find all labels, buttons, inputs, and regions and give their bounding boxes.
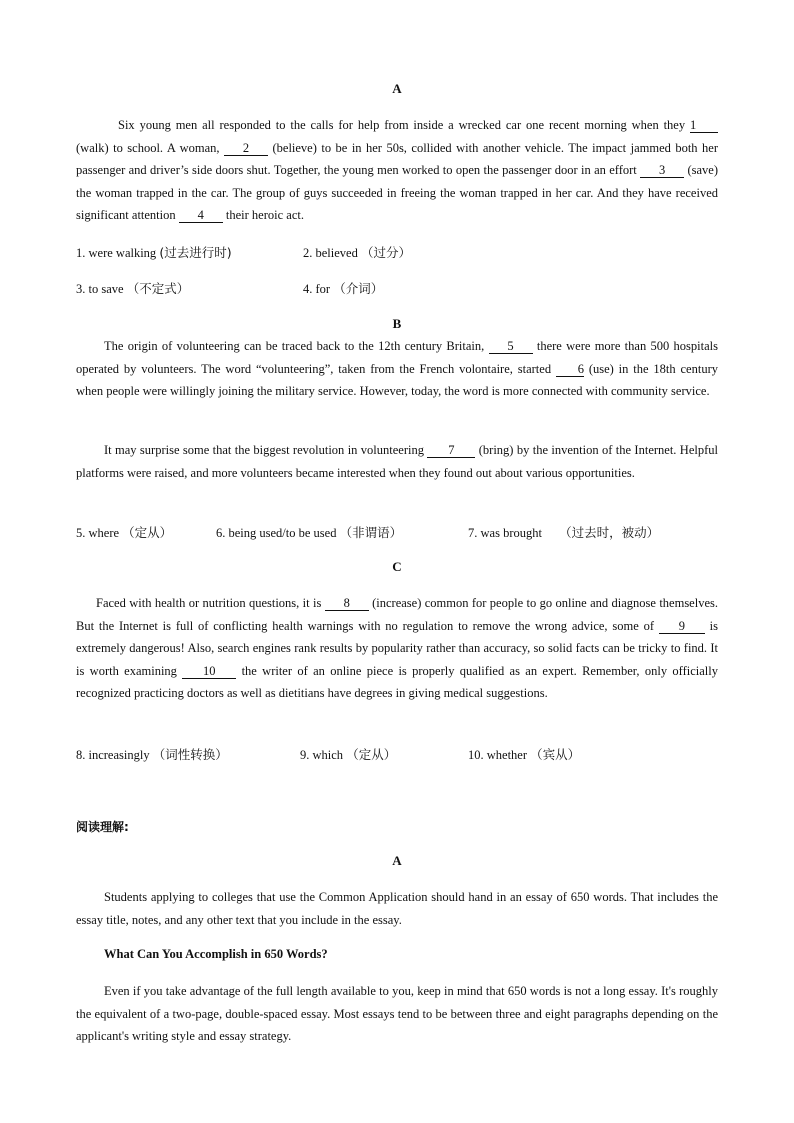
section-b-heading: B [392, 316, 402, 331]
passage-text: is extremely dangerous! Also, search engines rank results by popularity rather than accuracy, so solid facts can be tricky to find. It is worth examining [76, 618, 718, 678]
answer-5: 5. where （定从） [76, 525, 173, 540]
answer-3: 3. to save （不定式） [76, 281, 190, 296]
reading-a-heading: A [392, 853, 402, 868]
blank-1: 1 [690, 118, 718, 133]
passage-text: It may surprise some that the biggest revolution in volunteering [104, 443, 428, 457]
answer-8: 8. increasingly （词性转换） [76, 747, 228, 762]
answer-7: 7. was brought （过去时，被动） [468, 525, 660, 540]
section-a-heading: A [392, 81, 402, 96]
passage-text: (believe) to be in her 50s, collided with another vehicle. The impact jammed both her passenger and driver’s side doors shut. Together, the young men worked to open the passenger door in an effort [76, 140, 718, 178]
passage-text: (save) the woman trapped in the car. The group of guys succeeded in freeing the woman trapped in her car. And they have received significant attention [76, 163, 718, 223]
blank-6: 6 [556, 362, 584, 377]
answer-10: 10. whether （宾从） [468, 747, 581, 762]
answer-9: 9. which （定从） [300, 747, 397, 762]
answer-1: 1. were walking (过去进行时) [76, 245, 232, 260]
blank-10: 10 [182, 664, 236, 679]
passage-text: Students applying to colleges that use the Common Application should hand in an essay of 650 words. That includes the essay title, notes, and any other text that you include in the essay. [76, 890, 718, 927]
passage-text: (walk) to school. A woman, [76, 140, 225, 155]
passage-text: Even if you take advantage of the full length available to you, keep in mind that 650 words is not a long essay. It's roughly the equivalent of a two-page, double-spaced essay. Most essays tend to be between three and eight paragraphs depending on the applicant's writing style and essay strategy. [76, 984, 718, 1044]
blank-8: 8 [325, 596, 369, 611]
section-b-passage-1 [76, 335, 718, 403]
section-a-passage [76, 114, 718, 227]
section-b-passage-2 [76, 439, 718, 484]
blank-7: 7 [427, 443, 475, 458]
passage-text: (increase) common for people to go online and diagnose themselves. But the Internet is full of conflicting health warnings with no regulation to remove the wrong advice, some of [76, 596, 718, 633]
passage-text: Faced with health or nutrition questions, it is [96, 596, 325, 610]
reading-passage-1 [76, 886, 718, 931]
passage-text: (bring) by the invention of the Internet. Helpful platforms were raised, and more volunteers became interested when they found out about various opportunities. [76, 443, 718, 480]
blank-3: 3 [640, 163, 684, 178]
reading-subtitle: What Can You Accomplish in 650 Words? [104, 947, 328, 961]
reading-passage-2 [76, 980, 718, 1048]
section-c-passage [76, 592, 718, 705]
passage-text: The origin of volunteering can be traced back to the 12th century Britain, [104, 339, 489, 353]
blank-4: 4 [179, 208, 223, 223]
passage-text: (use) in the 18th century when people were willingly joining the military service. However, today, the word is more connected with community service. [76, 361, 718, 399]
section-c-heading: C [392, 559, 402, 574]
blank-9: 9 [659, 619, 705, 634]
reading-section-label: 阅读理解: [76, 820, 129, 834]
answer-2: 2. believed （过分） [303, 245, 411, 260]
answer-6: 6. being used/to be used （非谓语） [216, 525, 403, 540]
answer-4: 4. for （介词） [303, 281, 384, 296]
passage-text: their heroic act. [222, 208, 304, 223]
blank-2: 2 [224, 141, 268, 156]
passage-text: the writer of an online piece is properly qualified as an expert. Remember, only officially recognized practicing doctors as well as dietitians have degrees in giving medical suggestions. [76, 663, 718, 701]
blank-5: 5 [489, 339, 533, 354]
passage-text: there were more than 500 hospitals operated by volunteers. The word “volunteering”, taken from the French volontaire, started [76, 339, 718, 376]
passage-text: Six young men all responded to the calls for help from inside a wrecked car one recent morning when they [118, 118, 690, 132]
